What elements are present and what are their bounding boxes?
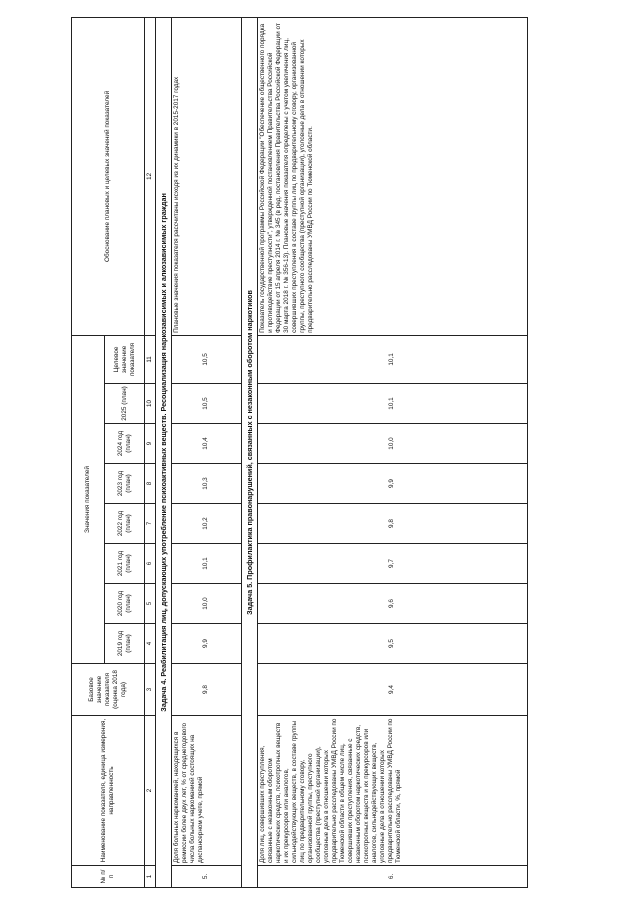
row6-value: 9,5 <box>257 624 527 664</box>
index-cell: 11 <box>145 335 156 383</box>
header-basis: Обоснование плановых и целевых значений показателей <box>72 17 145 335</box>
header-base: Базовое значение показателя (оценка 2018 года) <box>72 664 145 716</box>
row5-value: 9,9 <box>171 624 241 664</box>
row5-value: 10,2 <box>171 504 241 544</box>
header-year: 2020 год (план) <box>105 584 145 624</box>
header-year: 2021 год (план) <box>105 544 145 584</box>
table-row-5 <box>171 17 241 887</box>
row5-value: 10,4 <box>171 424 241 464</box>
index-cell: 7 <box>145 504 156 544</box>
row6-target: 10,1 <box>257 335 527 383</box>
header-year: 2023 год (план) <box>105 464 145 504</box>
header-target: Целевое значение показателя <box>105 335 145 383</box>
row6-basis: Показатель государственной программы Российской Федерации "Обеспечение общественного порядка и противодействие преступности", утвержденной постановлением Правительства Российской Федерации от 15 апреля 2014 г. № 345 (в ред. постановления Правительства Российской Федерации от 30 марта 2018 г. № 356-13). Плановые значения показателя определены с учетом увеличения лиц, совершивших преступления в составе группы лиц по предварительному сговору, организованной группы, преступного сообщества (преступной организации), уголовные дела в отношении которых предварительно расследованы УМВД России по Тюменской области. <box>257 17 527 335</box>
index-cell: 1 <box>145 866 156 888</box>
indicators-table <box>71 17 528 888</box>
index-cell: 12 <box>145 17 156 335</box>
header-year: 2019 год (план) <box>105 624 145 664</box>
row5-target: 10,5 <box>171 335 241 383</box>
index-cell: 10 <box>145 384 156 424</box>
row6-no: 6. <box>257 866 527 888</box>
row6-value: 9,6 <box>257 584 527 624</box>
header-year: 2022 год (план) <box>105 504 145 544</box>
row6-value: 10,1 <box>257 384 527 424</box>
index-cell: 3 <box>145 664 156 716</box>
header-year: 2024 год (план) <box>105 424 145 464</box>
row6-value: 9,8 <box>257 504 527 544</box>
row5-base: 9,8 <box>171 664 241 716</box>
row5-name: Доля больных наркоманией, находящихся в ремиссии более двух лет, % от среднегодового числа больных наркоманией состоящих на диспансерном учете, прямой <box>171 716 241 866</box>
task5-title: Задача 5. Профилактика правонарушений, связанных с незаконным оборотом наркотиков <box>241 17 257 887</box>
index-cell: 6 <box>145 544 156 584</box>
row5-no: 5. <box>171 866 241 888</box>
row6-base: 9,4 <box>257 664 527 716</box>
row5-value: 10,0 <box>171 584 241 624</box>
row5-value: 10,3 <box>171 464 241 504</box>
index-cell: 9 <box>145 424 156 464</box>
table-row-6 <box>257 17 527 887</box>
header-name: Наименование показателя, единица измерения, направленность <box>72 716 145 866</box>
task5-row <box>241 17 257 887</box>
header-no: № п/п <box>72 866 145 888</box>
index-cell: 2 <box>145 716 156 866</box>
rotated-table-sheet <box>71 18 621 888</box>
index-cell: 5 <box>145 584 156 624</box>
row5-value: 10,5 <box>171 384 241 424</box>
row6-value: 10,0 <box>257 424 527 464</box>
row5-basis: Плановые значения показателя рассчитаны исходя из их динамики в 2015-2017 годах <box>171 17 241 335</box>
header-year: 2025 (план) <box>105 384 145 424</box>
row5-value: 10,1 <box>171 544 241 584</box>
index-cell: 8 <box>145 464 156 504</box>
task4-row <box>155 17 171 887</box>
header-values-group: Значения показателей <box>72 335 105 663</box>
row6-name: Доля лиц, совершивших преступления, связанные с незаконным оборотом наркотических средств, психотропных веществ и их прекурсоров или аналогов, сильнодействующих веществ, в составе группы лиц по предварительному сговору, организованной группы, преступного сообщества (преступной организации), уголовные дела в отношении которых предварительно расследованы УМВД России по Тюменской области в общем числе лиц, совершивших преступления, связанные с незаконным оборотом наркотических средств, психотропных веществ и их прекурсоров или аналогов, сильнодействующих веществ, уголовные дела в отношении которых предварительно расследованы УМВД России по Тюменской области, %, прямой <box>257 716 527 866</box>
index-cell: 4 <box>145 624 156 664</box>
row6-value: 9,7 <box>257 544 527 584</box>
row6-value: 9,9 <box>257 464 527 504</box>
task4-title: Задача 4. Реабилитация лиц, допускающих употребление психоактивных веществ. Ресоциализация наркозависимых и алкозависимых граждан <box>155 17 171 887</box>
index-row <box>145 17 156 887</box>
header-row-1 <box>72 17 105 887</box>
